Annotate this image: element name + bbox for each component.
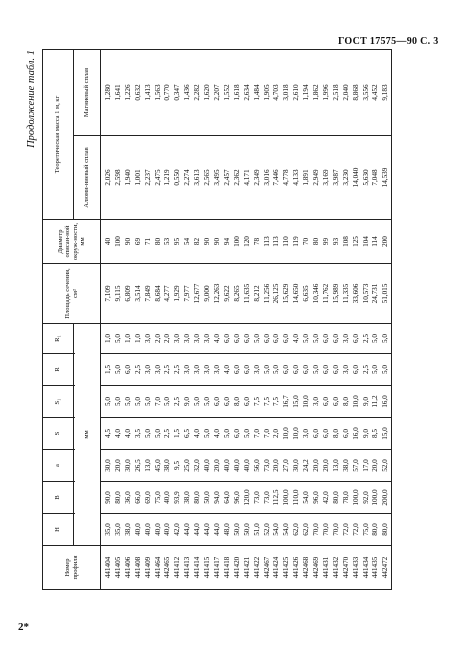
col-a: a — [43, 450, 74, 482]
cell-S-values: 4,5 4,0 4,0 3,5 5,0 5,0 2,5 1,5 6,5 4,0 5,0 4,0 5,0 6,0 5,0 7,0 7,0 2,0 10,0 10,0 3,0 6,0 6,0 8,0 6,0 16,0 9,0 8,5 15,0 — [101, 418, 392, 450]
cell-B-values: 90,0 80,0 36,0 66,0 69,0 75,0 40,0 93,9 38,0 80,0 50,0 94,0 64,0 96,0 120,0 73,0 73,0 112,5 100,0 110,0 54,0 96,0 42,0 80,0 78,0 100,0 92,0 100,0 200,0 — [101, 482, 392, 514]
cell-a-values: 30,0 20,0 30,0 26,5 13,0 45,0 38,0 9,5 25,0 32,0 40,0 20,0 40,0 40,0 40,0 56,0 73,0 20,0 27,0 30,0 24,2 20,0 20,0 13,0 38,0 57,0 17,0 20,0 52,0 — [101, 450, 392, 482]
rotated-table-block — [24, 50, 424, 590]
cell-S1-values: 5,0 5,0 5,0 5,0 5,0 7,0 5,0 2,5 9,0 5,0 5,0 6,0 6,0 8,0 6,0 7,5 7,5 7,5 16,7 15,0 10,0 3,0 6,0 6,0 8,0 10,0 9,0 11,2 16,0 — [101, 386, 392, 418]
cell-diameter-values: 40 100 90 69 71 80 53 95 54 82 90 90 94 100 120 78 113 113 110 119 70 80 99 93 108 125 104 114 200 — [101, 220, 392, 264]
cell-aluminum-values: 2,026 2,598 1,940 1,001 2,237 2,475 1,219 0,550 2,274 3,613 2,565 3,495 2,457 2,362 4,171 2,349 3,016 7,446 4,778 4,133 1,891 2,949 3,169 3,987 3,230 14,040 5,630 7,048 14,539 — [101, 136, 392, 220]
col-R: R — [43, 354, 74, 386]
col-H: H — [43, 514, 74, 546]
col-S: S — [43, 418, 74, 450]
col-S1: S₁ — [43, 386, 74, 418]
col-mass-group: Теоретическая масса 1 м, кг — [43, 49, 74, 219]
col-R1: R₁ — [43, 324, 74, 354]
cell-R1-values: 1,0 5,0 1,0 1,0 3,0 2,0 2,0 3,0 3,0 3,0 3,0 4,0 6,0 6,0 6,0 5,0 6,0 6,0 6,0 4,0 5,0 5,0 6,0 6,0 3,0 6,0 2,5 5,0 5,0 — [101, 324, 392, 354]
cell-R-values: 1,5 5,0 6,0 2,5 3,0 3,0 2,5 2,5 3,0 3,0 3,0 3,0 4,0 6,0 6,0 3,0 5,0 5,0 6,0 6,0 6,0 5,0 6,0 6,0 3,0 6,0 2,5 5,0 5,0 — [101, 354, 392, 386]
unit-mm: мм — [74, 324, 101, 546]
table-continuation-caption: Продолжение табл. 1 — [26, 50, 37, 148]
cell-magnesium-values: 1,280 1,641 1,226 0,632 1,413 1,563 0,770 0,347 1,436 2,282 1,620 2,207 1,552 1,618 2,634 1,484 1,905 4,703 3,018 2,610 1,194 1,862 1,996 2,518 2,040 8,868 3,556 4,452 9,183 — [101, 49, 392, 135]
cell-H-values: 35,0 35,0 38,0 40,0 40,0 40,0 40,0 42,0 44,0 44,0 44,0 44,0 48,0 50,0 50,0 51,0 52,0 54,0 54,0 62,0 62,0 70,0 70,0 70,0 72,0 72,0 75,0 80,0 80,0 — [101, 514, 392, 546]
col-B: B — [43, 482, 74, 514]
page-footer-mark: 2* — [18, 621, 29, 633]
profile-table — [42, 49, 392, 590]
page-header: ГОСТ 17575—90 С. 3 — [338, 36, 439, 47]
col-profile: Номер профиля — [43, 546, 101, 590]
col-diameter: Диаметр описан-ной окруж-ности, мм — [43, 220, 101, 264]
col-area: Площадь сечения, см² — [43, 264, 101, 324]
col-aluminum: Алюми-ниевый сплав — [74, 136, 101, 220]
cell-profile-numbers: 441404 441405 441406 441408 441409 441464 442465 441412 441413 441414 441415 441417 441418 441420 441421 441422 442467 441424 441425 441426 442468 442469 441431 441432 442470 441433 441434 441435 442472 — [101, 546, 392, 590]
table-body-row — [101, 49, 392, 589]
cell-area-values: 7,109 9,115 6,809 3,514 7,849 8,684 4,277 1,929 7,977 12,677 9,000 12,263 9,622 8,265 11,635 8,212 11,256 26,125 15,629 14,650 6,635 10,346 11,762 15,989 11,335 33,606 10,573 24,731 51,015 — [101, 264, 392, 324]
col-magnesium: Магниевый сплав — [74, 49, 101, 135]
